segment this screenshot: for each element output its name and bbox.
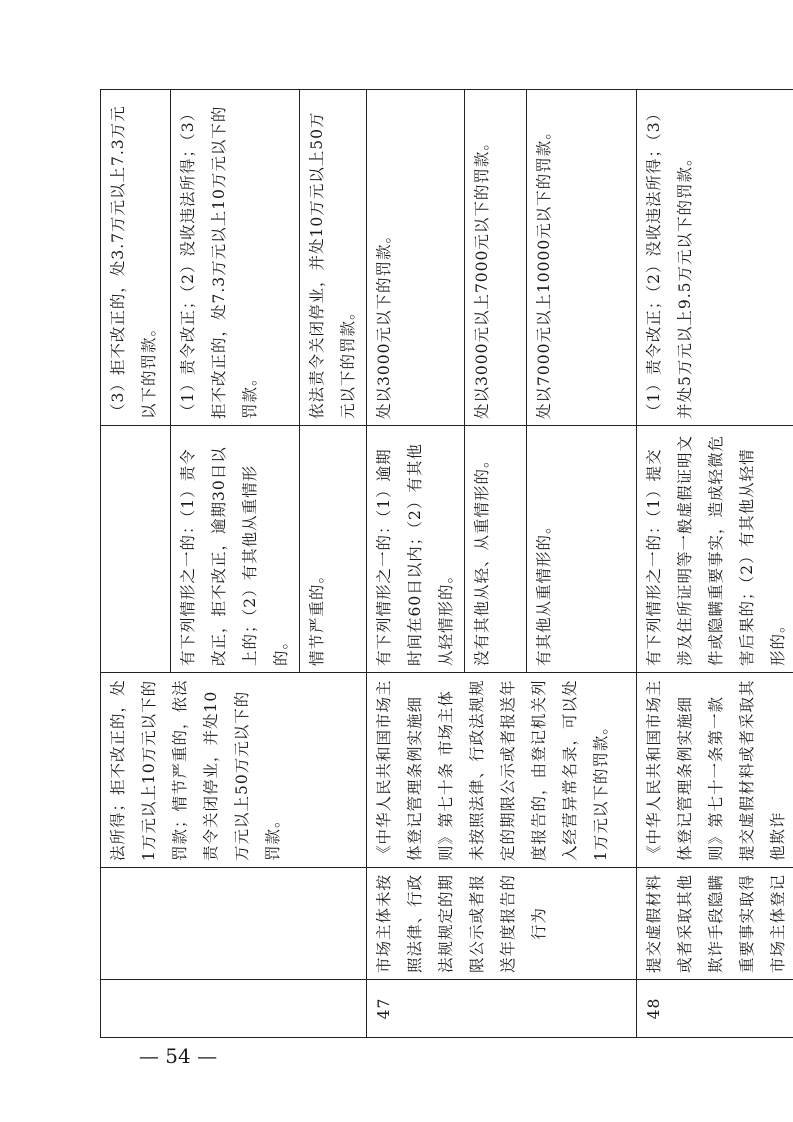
- cont-penalty-3: 依法责令关闭停业，并处10万元以上50万元以下的罚款。: [300, 90, 367, 426]
- regulation-table-frame: [100, 90, 787, 1038]
- row-48-penalty-1: （1）责令改正；（2）没收违法所得；（3）并处5万元以上9.5万元以下的罚款。: [637, 90, 793, 426]
- cont-penalty-1: （3）拒不改正的，处3.7万元以上7.3万元以下的罚款。: [101, 90, 171, 426]
- row-47-act: 市场主体未按照法律、行政法规规定的期限公示或者报送年度报告的行为: [367, 868, 637, 980]
- cont-circumstance-1: [101, 426, 171, 673]
- cont-penalty-2: （1）责令改正；（2）没收违法所得；（3）拒不改正的，处7.3万元以上10万元以下的罚款。: [171, 90, 300, 426]
- cont-basis-cell: 法所得；拒不改正的，处1万元以上10万元以下的罚款；情节严重的，依法责令关闭停业，并处10万元以上50万元以下的罚款。: [101, 673, 367, 868]
- row-48-basis: 《中华人民共和国市场主体登记管理条例实施细则》第七十一条第一款 提交虚假材料或者采取其他欺诈: [637, 673, 793, 868]
- row-47-circumstance-2: 没有其他从轻、从重情形的。: [465, 426, 527, 673]
- row-47-penalty-1: 处以3000元以下的罚款。: [367, 90, 465, 426]
- row-47-circumstance-1: 有下列情形之一的：（1）逾期时间在60日以内；（2）有其他从轻情形的。: [367, 426, 465, 673]
- row-47-circumstance-3: 有其他从重情形的。: [527, 426, 637, 673]
- penalty-discretion-table: [100, 89, 793, 1038]
- row-47-penalty-2: 处以3000元以上7000元以下的罚款。: [465, 90, 527, 426]
- row-48-circumstance-1: 有下列情形之一的：（1）提交涉及住所证明等一般虚假证明文件或隐瞒重要事实，造成轻微危害后果的；（2）有其他从轻情形的。: [637, 426, 793, 673]
- row-47-basis: 《中华人民共和国市场主体登记管理条例实施细则》第七十条 市场主体未按照法律、行政法规规定的期限公示或者报送年度报告的，由登记机关列入经营异常名录，可以处1万元以下的罚款。: [367, 673, 637, 868]
- cont-act-cell: [101, 868, 367, 980]
- row-47-number: 47: [367, 980, 637, 1038]
- cont-circumstance-3: 情节严重的。: [300, 426, 367, 673]
- cont-number-cell: [101, 980, 367, 1038]
- page-number: — 54 —: [138, 1044, 218, 1068]
- row-48-act: 提交虚假材料或者采取其他欺诈手段隐瞒重要事实取得市场主体登记: [637, 868, 793, 980]
- cont-circumstance-2: 有下列情形之一的：（1）责令改正，拒不改正，逾期30日以上的；（2）有其他从重情形的。: [171, 426, 300, 673]
- row-47-penalty-3: 处以7000元以上10000元以下的罚款。: [527, 90, 637, 426]
- regulation-table-rotated: [100, 90, 787, 1038]
- row-48-number: 48: [637, 980, 793, 1038]
